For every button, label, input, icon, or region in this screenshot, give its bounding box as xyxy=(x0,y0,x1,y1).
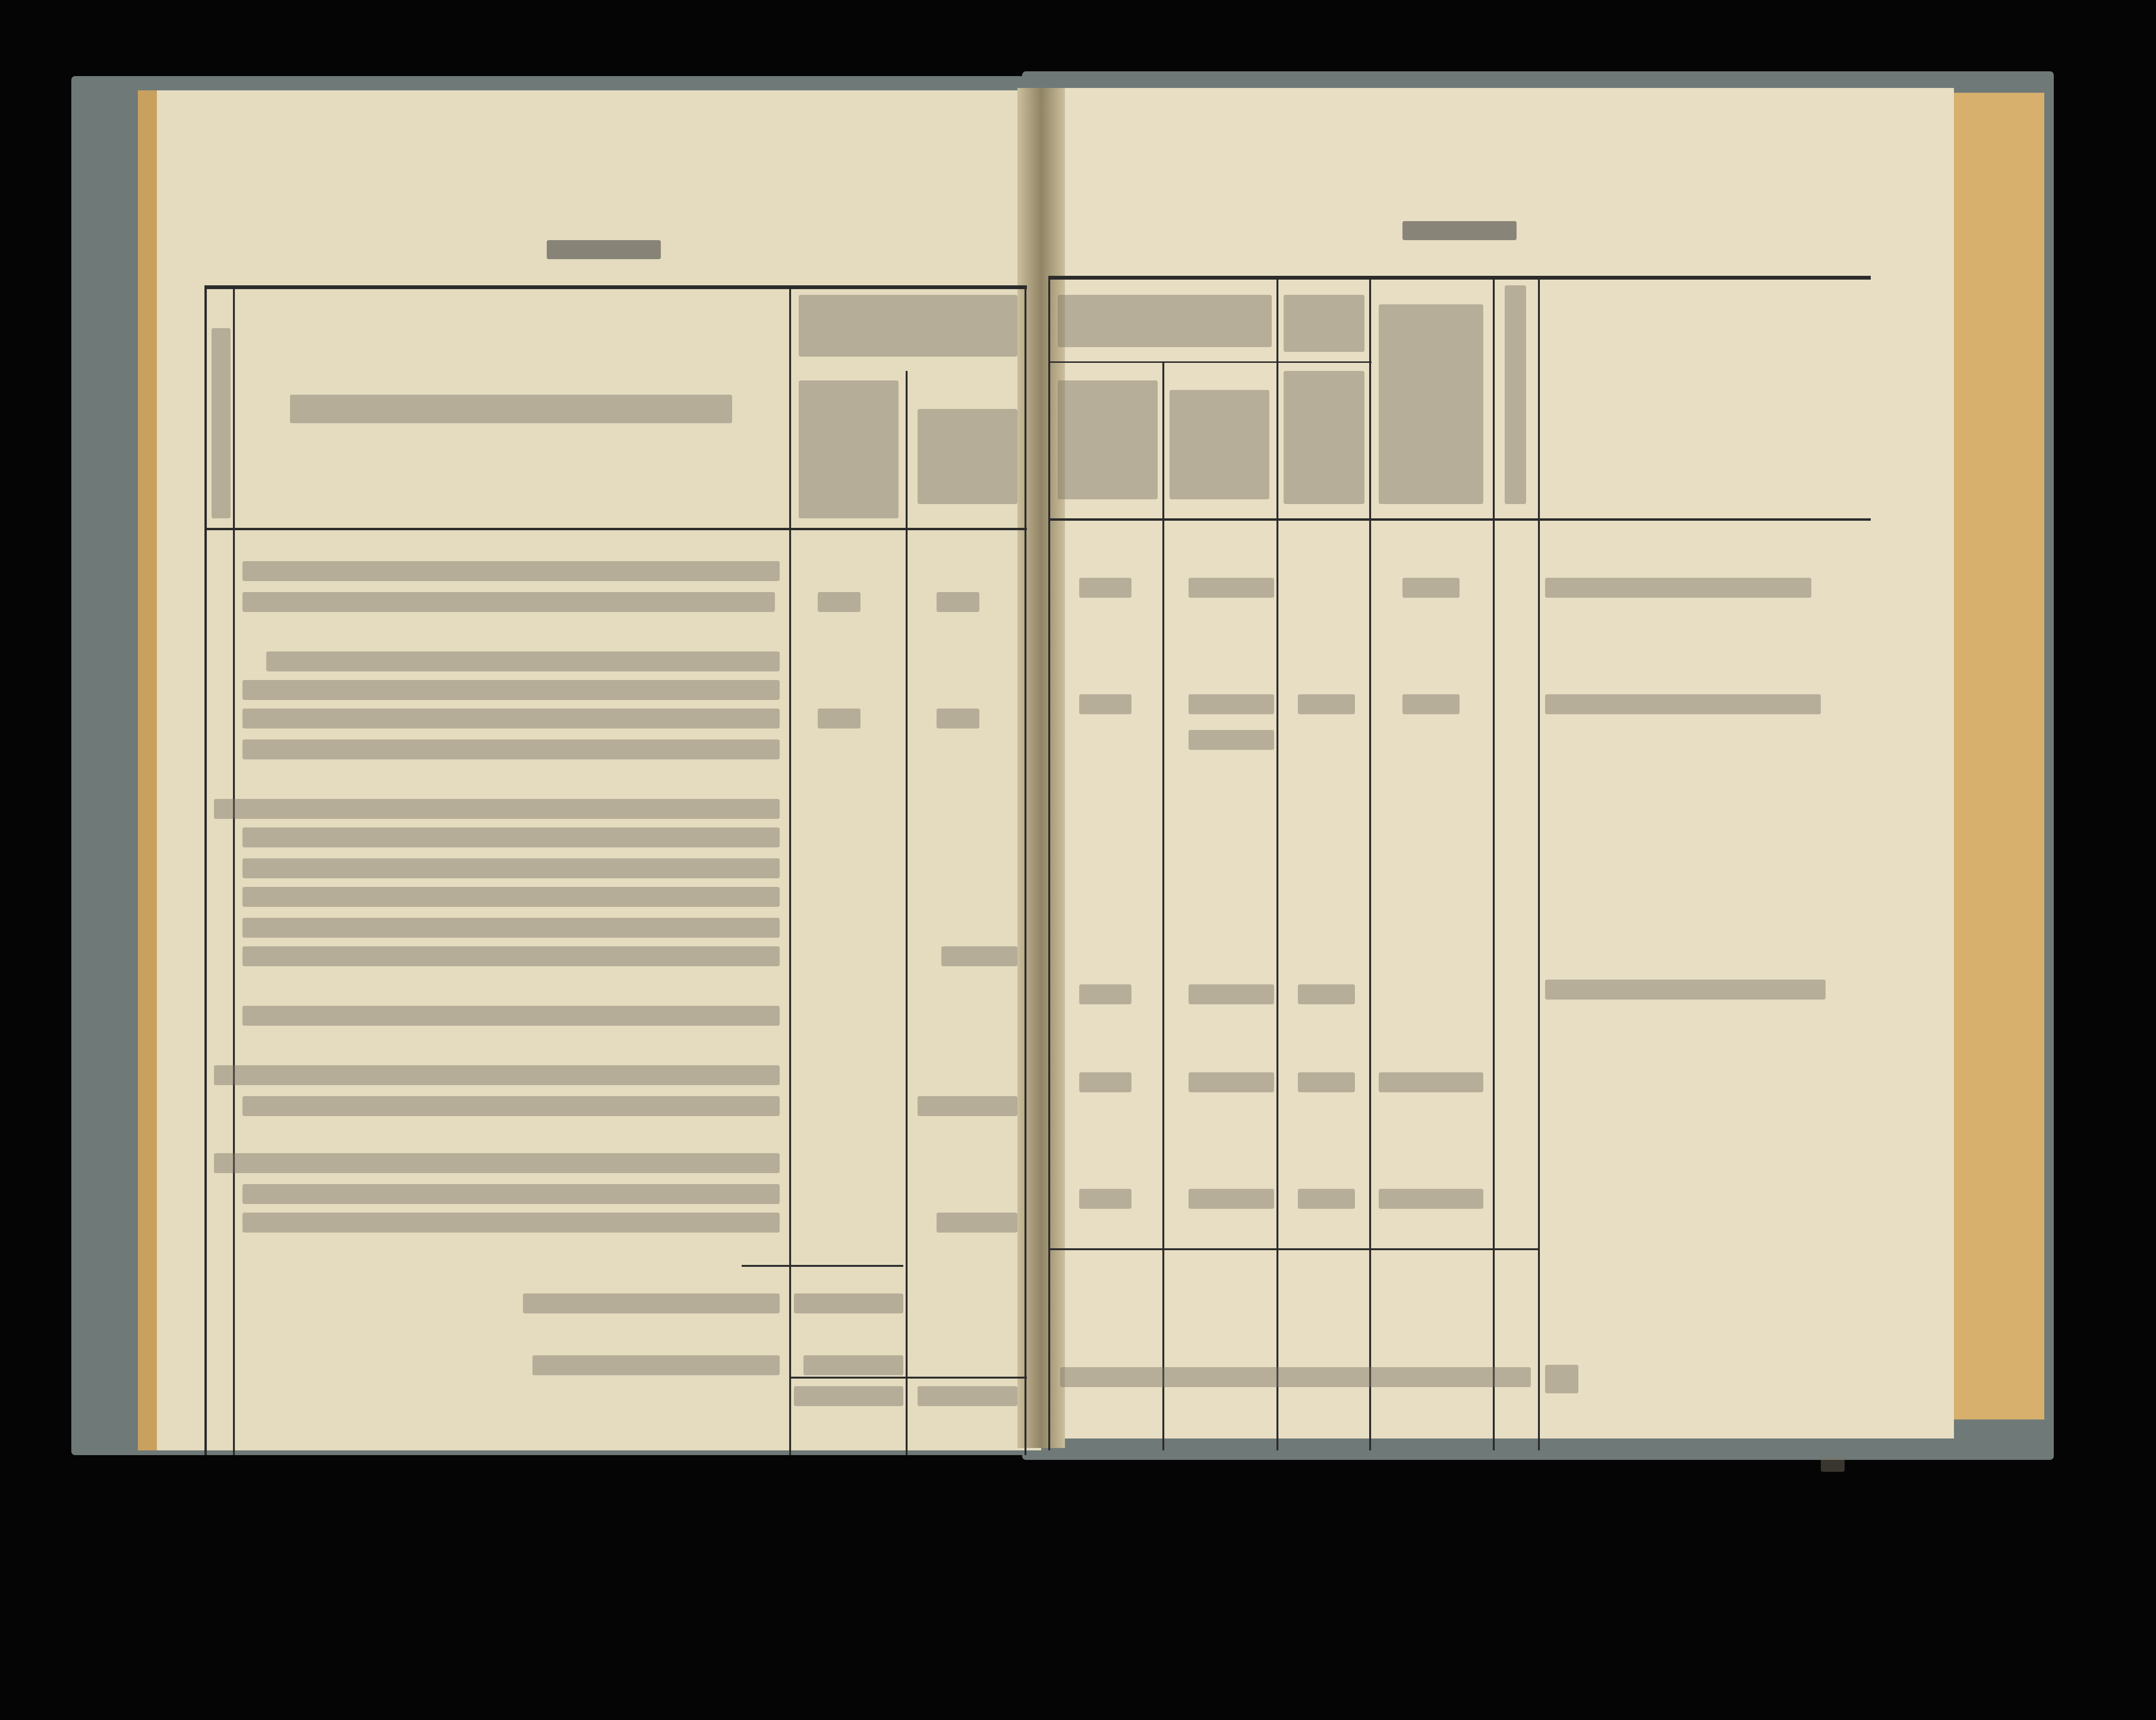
text-placeholder xyxy=(1298,1072,1355,1092)
text-placeholder xyxy=(918,1386,1017,1406)
text-placeholder xyxy=(242,1184,780,1204)
right-table-column-rule xyxy=(1162,361,1164,1450)
text-placeholder xyxy=(1189,1189,1274,1209)
right-table-border xyxy=(1048,276,1050,1450)
page-edge xyxy=(138,90,157,1450)
text-placeholder xyxy=(1379,1072,1483,1092)
text-placeholder xyxy=(242,1096,780,1116)
text-placeholder xyxy=(242,887,780,907)
text-placeholder xyxy=(1079,984,1131,1004)
text-placeholder xyxy=(1060,1367,1531,1387)
text-placeholder xyxy=(818,592,860,612)
left-table-column-rule xyxy=(1025,285,1026,1455)
text-placeholder xyxy=(937,709,979,729)
text-placeholder xyxy=(937,592,979,612)
text-placeholder xyxy=(242,709,780,729)
text-placeholder xyxy=(1379,1189,1483,1209)
text-placeholder xyxy=(1298,694,1355,714)
text-placeholder xyxy=(1402,694,1460,714)
text-placeholder xyxy=(1189,984,1274,1004)
text-placeholder xyxy=(242,946,780,966)
text-placeholder xyxy=(1189,578,1274,598)
right-table-subheader-rule xyxy=(1048,361,1372,363)
text-placeholder xyxy=(1545,980,1826,1000)
text-placeholder xyxy=(1284,371,1364,504)
text-placeholder xyxy=(941,946,1017,966)
text-placeholder xyxy=(214,1153,780,1173)
text-placeholder xyxy=(242,561,780,581)
text-placeholder xyxy=(1821,1458,1845,1472)
text-placeholder xyxy=(242,680,780,700)
right-table-top-rule xyxy=(1048,276,1871,280)
left-page-number xyxy=(547,240,661,259)
text-placeholder xyxy=(290,395,732,423)
text-placeholder xyxy=(266,651,780,671)
right-page xyxy=(1041,88,1954,1438)
text-placeholder xyxy=(1298,984,1355,1004)
text-placeholder xyxy=(937,1213,1017,1233)
text-placeholder xyxy=(1379,304,1483,504)
text-placeholder xyxy=(1545,1365,1578,1393)
text-placeholder xyxy=(918,409,1017,504)
text-placeholder xyxy=(799,380,899,518)
text-placeholder xyxy=(1058,380,1158,499)
right-table-header-rule xyxy=(1048,518,1871,521)
text-placeholder xyxy=(242,739,780,759)
text-placeholder xyxy=(523,1293,780,1313)
text-placeholder xyxy=(242,592,775,612)
text-placeholder xyxy=(1058,295,1272,347)
text-placeholder xyxy=(1189,730,1274,750)
right-table-column-rule xyxy=(1493,276,1495,1450)
text-placeholder xyxy=(1189,694,1274,714)
text-placeholder xyxy=(1505,285,1526,504)
left-table-column-rule xyxy=(233,285,235,1455)
text-placeholder xyxy=(1189,1072,1274,1092)
right-table-column-rule xyxy=(1276,276,1278,1450)
text-placeholder xyxy=(1545,694,1821,714)
text-placeholder xyxy=(1079,1189,1131,1209)
endpaper-strip xyxy=(1954,93,2044,1419)
right-total-rule xyxy=(1048,1248,1538,1250)
left-total-rule xyxy=(742,1265,903,1267)
text-placeholder xyxy=(1545,578,1811,598)
text-placeholder xyxy=(1079,694,1131,714)
text-placeholder xyxy=(1170,390,1269,499)
text-placeholder xyxy=(242,918,780,938)
right-table-column-rule xyxy=(1369,276,1371,1450)
left-table-column-rule xyxy=(906,371,908,1455)
text-placeholder xyxy=(1284,295,1364,352)
left-table-column-rule xyxy=(789,285,791,1455)
text-placeholder xyxy=(918,1096,1017,1116)
text-placeholder xyxy=(214,799,780,819)
text-placeholder xyxy=(803,1355,903,1375)
right-table-column-rule xyxy=(1538,276,1540,1450)
text-placeholder xyxy=(818,709,860,729)
left-table-border xyxy=(204,285,207,1455)
text-placeholder xyxy=(1079,578,1131,598)
text-placeholder xyxy=(532,1355,780,1375)
text-placeholder xyxy=(242,1006,780,1026)
text-placeholder xyxy=(1402,578,1460,598)
text-placeholder xyxy=(794,1293,903,1313)
text-placeholder xyxy=(1298,1189,1355,1209)
text-placeholder xyxy=(242,827,780,847)
text-placeholder xyxy=(242,1213,780,1233)
left-total-rule xyxy=(789,1377,1027,1379)
left-table-header-rule xyxy=(204,528,1027,530)
text-placeholder xyxy=(799,295,1017,357)
text-placeholder xyxy=(214,1065,780,1085)
left-table-top-rule xyxy=(204,285,1027,289)
text-placeholder xyxy=(212,328,231,518)
text-placeholder xyxy=(1079,1072,1131,1092)
text-placeholder xyxy=(794,1386,903,1406)
text-placeholder xyxy=(242,858,780,878)
right-page-number xyxy=(1402,221,1517,240)
